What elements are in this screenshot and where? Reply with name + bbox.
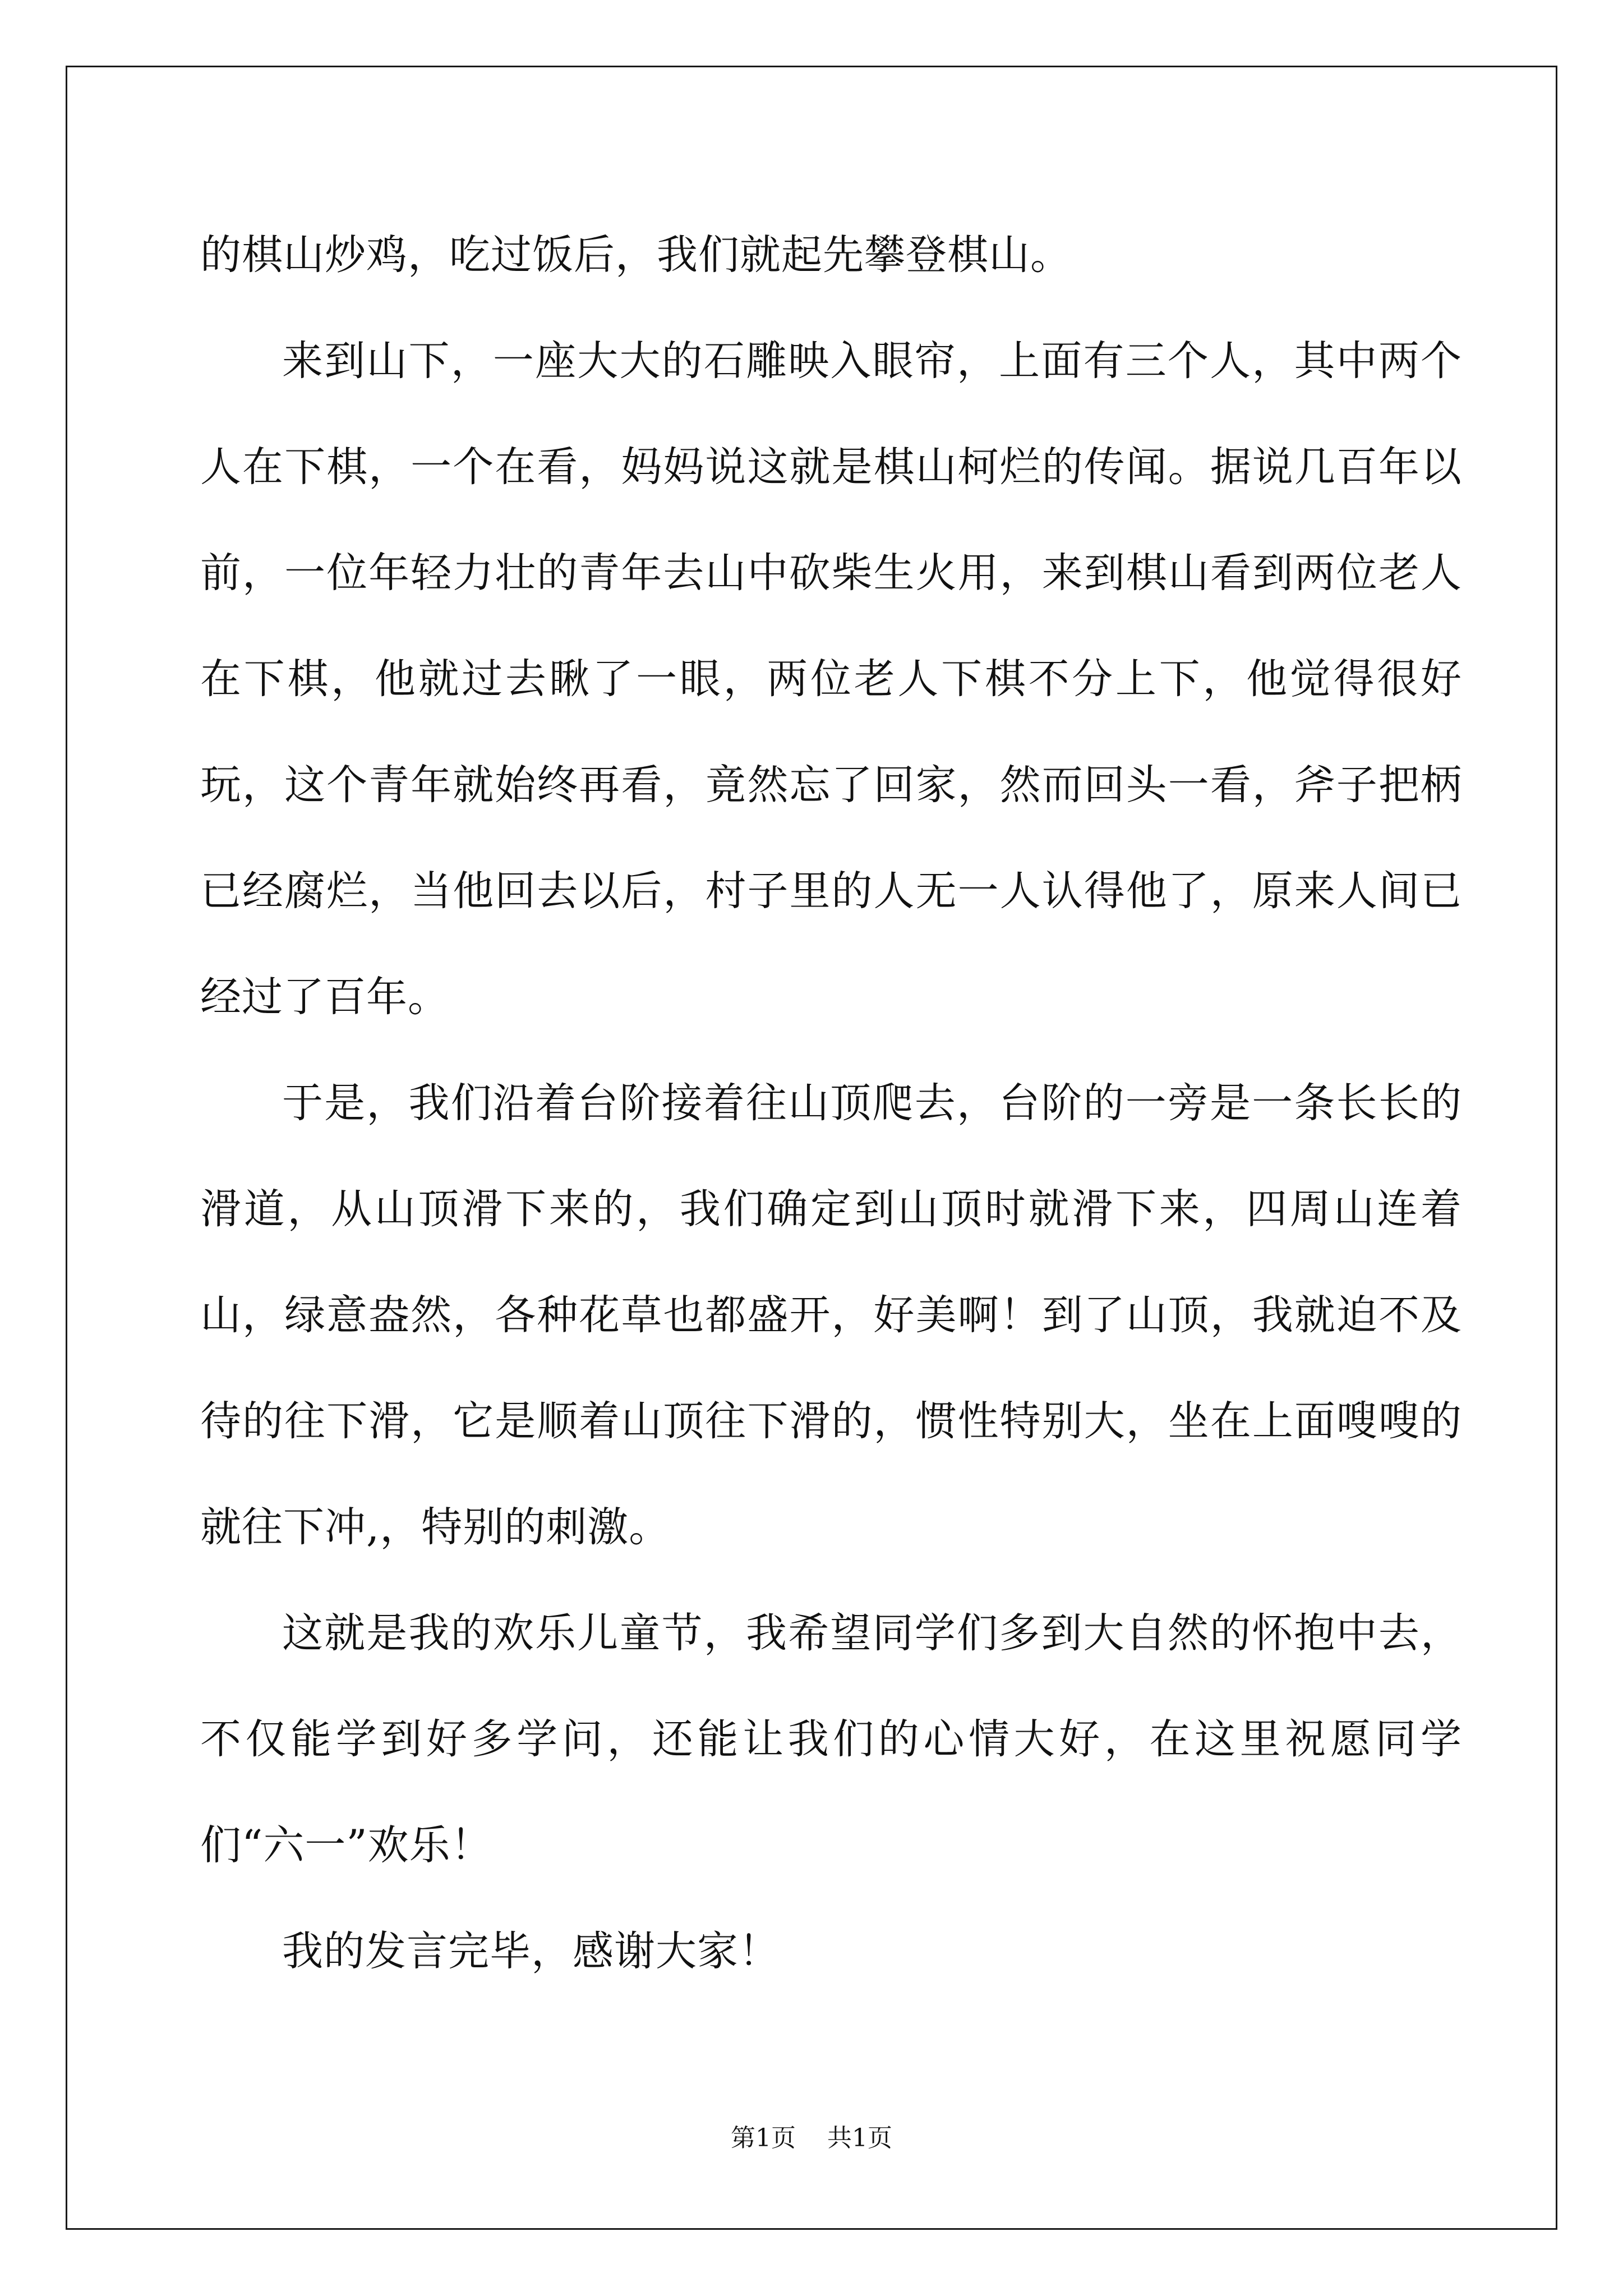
paragraph-5: 我的发言完毕，感谢大家！ (282, 1927, 780, 1975)
paragraph-3: 于是，我们沿着台阶接着往山顶爬去，台阶的一旁是一条长长的滑道，从山顶滑下来的，我们确定到山顶时就滑下来，四周山连着山，绿意盎然，各种花草也都盛开，好美啊！到了山顶，我就迫不及待的往下滑，它是顺着山顶往下滑的，惯性特别大，坐在上面嗖嗖的就往下冲,，特别的刺激。 (200, 1079, 1462, 1551)
page-number-total: 共1页 (827, 2124, 892, 2152)
paragraph-2: 来到山下，一座大大的石雕映入眼帘，上面有三个人，其中两个人在下棋，一个在看，妈妈说这就是棋山柯烂的传闻。据说几百年以前，一位年轻力壮的青年去山中砍柴生火用，来到棋山看到两位老人在下棋，他就过去瞅了一眼，两位老人下棋不分上下，他觉得很好玩，这个青年就始终再看，竟然忘了回家，然而回头一看，斧子把柄已经腐烂，当他回去以后，村子里的人无一人认得他了，原来人间已经过了百年。 (200, 337, 1462, 1021)
paragraph-4: 这就是我的欢乐儿童节，我希望同学们多到大自然的怀抱中去，不仅能学到好多学问，还能让我们的心情大好，在这里祝愿同学们“六一”欢乐！ (200, 1609, 1462, 1869)
paragraph-1: 的棋山炒鸡，吃过饭后，我们就起先攀登棋山。 (200, 231, 1072, 279)
page-number-current: 第1页 (731, 2124, 796, 2152)
document-body (200, 202, 1462, 2004)
page-footer (0, 2122, 1623, 2155)
